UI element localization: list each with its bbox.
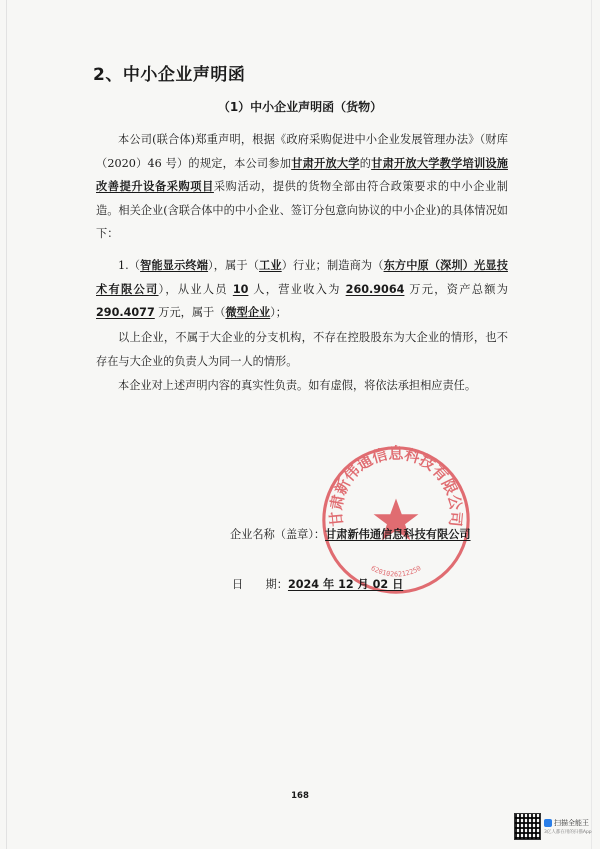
scan-edge-left <box>6 0 7 849</box>
purchaser-name: 甘肃开放大学 <box>291 156 360 170</box>
declaration-paragraph <box>96 128 508 246</box>
document-title: （1）中小企业声明函（货物） <box>217 100 383 114</box>
declaration-text-2: 的 <box>359 156 372 170</box>
seal-text: 甘肃新伟通信息科技有限公司 <box>326 444 466 528</box>
signing-date: 2024 年 12 月 02 日 <box>287 578 404 591</box>
industry: 工业 <box>259 259 282 272</box>
responsibility-paragraph: 本企业对上述声明内容的真实性负责。如有虚假，将依法承担相应责任。 <box>118 379 477 392</box>
item-text-4: ），从业人员 <box>158 282 233 296</box>
assets-value: 290.4077 <box>96 306 155 319</box>
watermark-title-row <box>544 818 592 828</box>
company-name-row <box>230 526 471 542</box>
watermark-subtitle: 3亿人都在用的扫描App <box>544 829 592 835</box>
watermark-title: 扫描全能王 <box>554 818 589 827</box>
manufacturer-name: 东方中原（深圳）光显技术有限公司 <box>96 259 508 296</box>
employee-count: 10 <box>232 282 249 296</box>
declaration-text-1: 本公司(联合体)郑重声明，根据《政府采购促进中小企业发展管理办法》（财库（2020）46 号）的规定，本公司参加 <box>96 133 508 170</box>
item-text-1: 1.（ <box>118 259 141 272</box>
item-text-8: ）； <box>270 306 287 319</box>
scan-edge-right <box>591 0 592 849</box>
scanner-watermark <box>514 808 596 844</box>
statement-paragraph: 以上企业，不属于大企业的分支机构，不存在控股股东为大企业的情形，也不存在与大企业的负责人为同一人的情形。 <box>96 331 508 368</box>
enterprise-item-1 <box>96 254 508 325</box>
qr-code-icon <box>514 813 541 840</box>
company-name: 甘肃新伟通信息科技有限公司 <box>325 528 471 541</box>
date-label: 日 期： <box>232 578 288 591</box>
item-text-6: 万元，资产总额为 <box>404 282 508 296</box>
item-text-2: ），属于（ <box>208 259 260 272</box>
company-label: 企业名称（盖章）： <box>230 528 326 541</box>
enterprise-size: 微型企业 <box>225 306 271 319</box>
declaration-text-3: 采购活动，提供的货物全部由符合政策要求的中小企业制造。相关企业(含联合体中的中小企业、签订分包意向协议的中小企业)的具体情况如下： <box>96 180 508 240</box>
item-text-3: ）行业；制造商为（ <box>281 259 384 272</box>
section-title: 2、中小企业声明函 <box>93 65 246 85</box>
watermark-text <box>544 818 592 835</box>
revenue-value: 260.9064 <box>345 282 405 296</box>
camscanner-logo-icon <box>544 819 552 827</box>
item-text-5: 人，营业收入为 <box>248 282 346 296</box>
item-text-7: 万元，属于（ <box>154 306 226 319</box>
seal-code: 6201026212250 <box>369 564 423 579</box>
date-row <box>232 576 403 592</box>
company-seal <box>318 442 474 598</box>
page-number: 168 <box>291 791 309 801</box>
project-name: 甘肃开放大学教学培训设施改善提升设备采购项目 <box>96 156 508 193</box>
goods-name: 智能显示终端 <box>140 259 209 272</box>
